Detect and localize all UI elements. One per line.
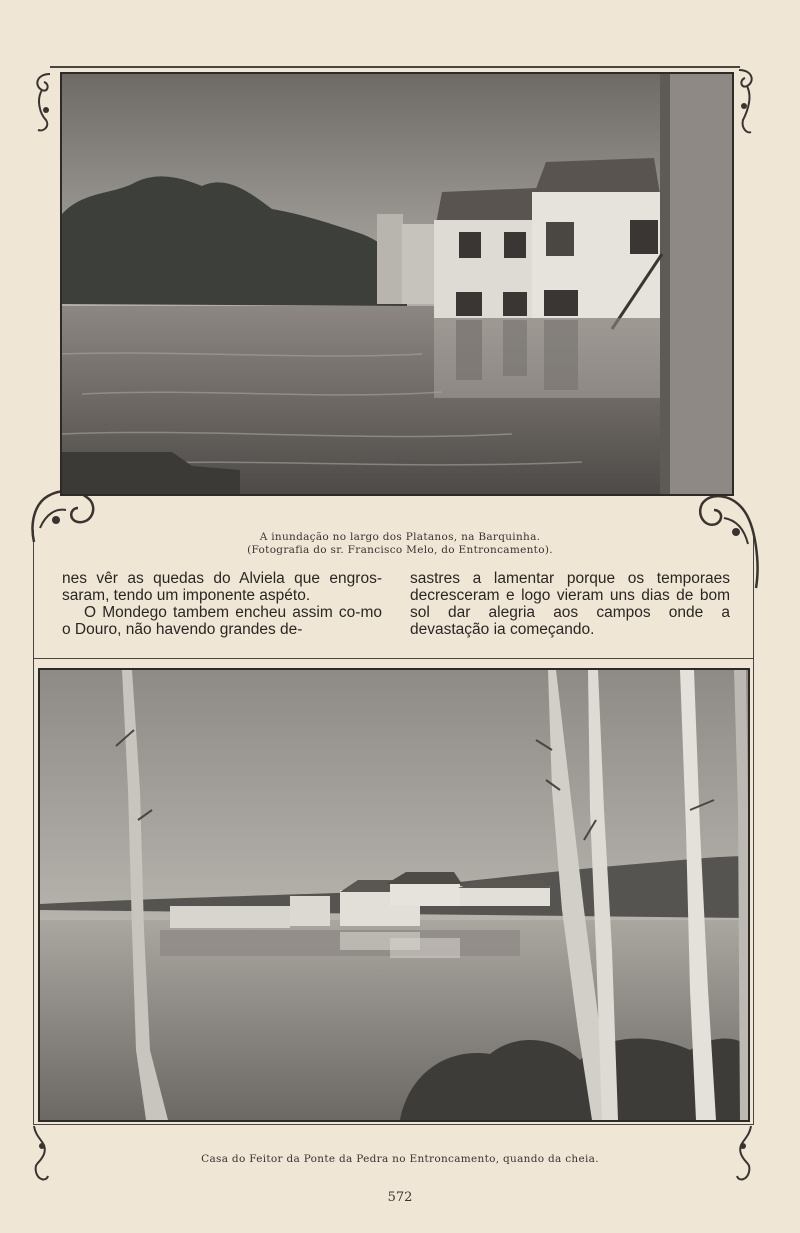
page-number: 572 <box>387 1190 413 1205</box>
frame-top-line <box>50 66 740 68</box>
caption-top-line2: (Fotografia do sr. Francisco Melo, do Entroncamento). <box>247 544 553 556</box>
flood-photo-ponte-da-pedra <box>38 668 750 1122</box>
caption-top-line1: A inundação no largo dos Platanos, na Barquinha. <box>259 531 541 543</box>
article-column-right <box>410 570 730 638</box>
article-left-paragraph-1: nes vêr as quedas do Alviela que engros-saram, tendo um imponente aspéto. <box>62 570 382 604</box>
flood-photo-barquinha <box>60 72 734 496</box>
caption-bottom-line: Casa do Feitor da Ponte da Pedra no Entroncamento, quando da cheia. <box>201 1153 599 1165</box>
corner-ornament-top-right <box>735 66 757 138</box>
photo-caption-top <box>0 531 800 557</box>
article-right-paragraph-1: sastres a lamentar porque os temporaes decresceram e logo vieram uns dias de bom sol dar alegria aos campos onde a devastação ia começando. <box>410 570 730 638</box>
frame-middle-line <box>33 658 754 659</box>
frame-bottom-line <box>33 1124 754 1125</box>
corner-ornament-top-left <box>30 70 56 136</box>
article-left-paragraph-2: O Mondego tambem encheu assim co-mo o Douro, não havendo grandes de- <box>62 604 382 638</box>
photo-caption-bottom <box>0 1153 800 1166</box>
frame-right-line <box>753 530 754 1125</box>
article-column-left <box>62 570 382 638</box>
frame-left-line <box>33 530 34 1125</box>
